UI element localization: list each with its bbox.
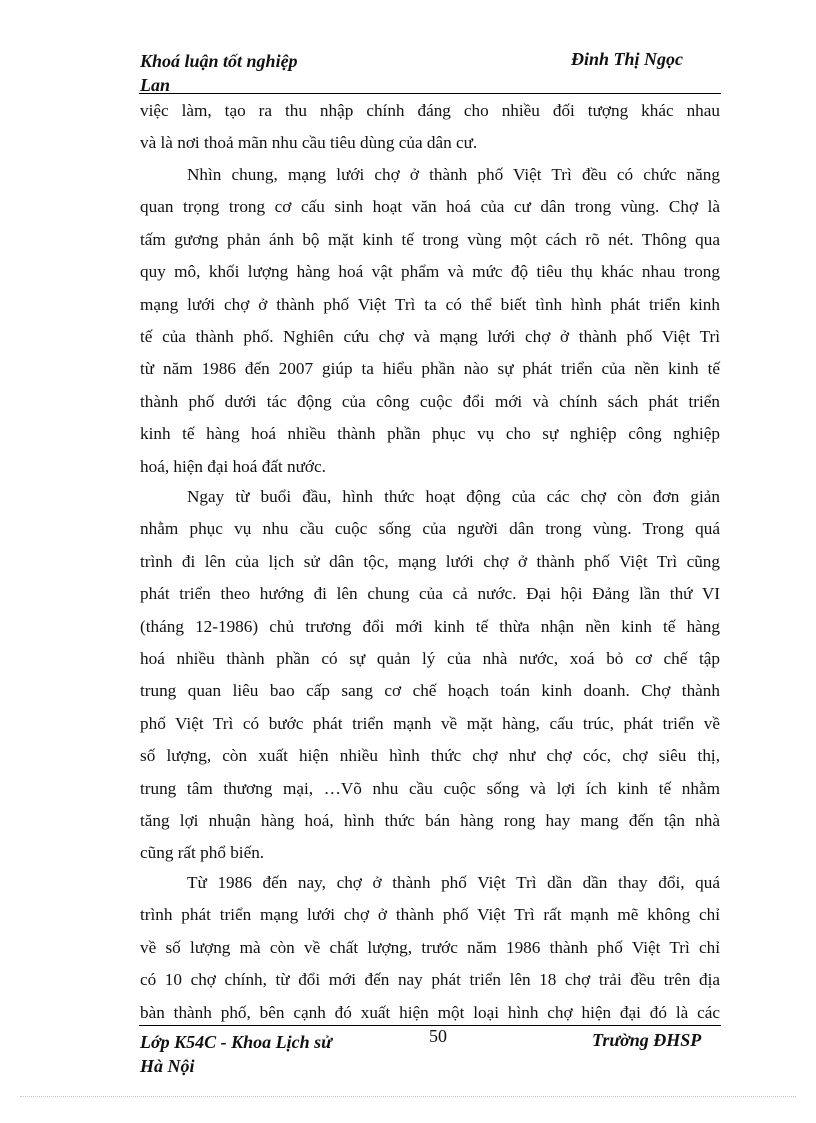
text-line: thành phố dưới tác động của công cuộc đổi mới và chính sách phát triển bbox=[140, 391, 720, 411]
text-line: và là nơi thoả mãn nhu cầu tiêu dùng của dân cư. bbox=[140, 133, 478, 153]
text-line: bàn thành phố, bên cạnh đó xuất hiện một loại hình chợ hiện đại đó là các bbox=[140, 1002, 720, 1022]
header-left-line2: Lan bbox=[140, 75, 171, 95]
text-line: hoá, hiện đại hoá đất nước. bbox=[140, 456, 326, 476]
page-number: 50 bbox=[429, 1026, 447, 1046]
text-line: nhằm phục vụ nhu cầu cuộc sống của người dân trong vùng. Trong quá bbox=[140, 519, 720, 539]
text-line: phố Việt Trì có bước phát triển mạnh về mặt hàng, cấu trúc, phát triển về bbox=[140, 713, 720, 733]
page-bottom-border bbox=[20, 1096, 796, 1097]
text-line: từ năm 1986 đến 2007 giúp ta hiểu phần nào sự phát triển của nền kinh tế bbox=[140, 359, 720, 379]
text-line: việc làm, tạo ra thu nhập chính đáng cho nhiều đối tượng khác nhau bbox=[140, 101, 720, 120]
text-line: tế của thành phố. Nghiên cứu chợ và mạng lưới chợ ở thành phố Việt Trì bbox=[140, 327, 720, 347]
footer-right: Trường ĐHSP bbox=[592, 1030, 702, 1050]
text-line: về số lượng mà còn về chất lượng, trước năm 1986 thành phố Việt Trì chỉ bbox=[140, 937, 720, 957]
text-line: trình phát triển mạng lưới chợ ở thành phố Việt Trì rất mạnh mẽ không chỉ bbox=[140, 905, 720, 925]
header-left-line1: Khoá luận tốt nghiệp bbox=[140, 51, 298, 71]
text-line: (tháng 12-1986) chủ trương đổi mới kinh tế thừa nhận nền kinh tế hàng bbox=[140, 616, 720, 636]
text-line: hoá nhiều thành phần có sự quản lý của nhà nước, xoá bỏ cơ chế tập bbox=[140, 649, 720, 669]
text-line: mạng lưới chợ ở thành phố Việt Trì ta có thể biết tình hình phát triển kinh bbox=[140, 294, 720, 314]
paragraph-3 bbox=[140, 481, 720, 870]
footer-left-line1: Lớp K54C - Khoa Lịch sử bbox=[140, 1032, 332, 1052]
paragraph-4 bbox=[140, 867, 720, 1029]
paragraph-1 bbox=[140, 95, 720, 160]
text-line: Ngay từ buổi đầu, hình thức hoạt động của các chợ còn đơn giản bbox=[187, 487, 720, 506]
text-line: trung tâm thương mại, …Võ nhu cầu cuộc sống và lợi ích kinh tế nhằm bbox=[140, 778, 720, 798]
text-line: tấm gương phản ánh bộ mặt kinh tế trong vùng một cách rõ nét. Thông qua bbox=[140, 229, 720, 249]
text-line: Từ 1986 đến nay, chợ ở thành phố Việt Trì dần dần thay đổi, quá bbox=[187, 873, 720, 892]
text-line: tăng lợi nhuận hàng hoá, hình thức bán hàng rong hay mang đến tận nhà bbox=[140, 811, 720, 831]
text-line: quan trọng trong cơ cấu sinh hoạt văn hoá của cư dân trong vùng. Chợ là bbox=[140, 197, 720, 217]
text-line: số lượng, còn xuất hiện nhiều hình thức chợ như chợ cóc, chợ siêu thị, bbox=[140, 746, 720, 766]
text-line: quy mô, khối lượng hàng hoá vật phẩm và mức độ tiêu thụ khác nhau trong bbox=[140, 262, 720, 282]
text-line: kinh tế hàng hoá nhiều thành phần phục vụ cho sự nghiệp công nghiệp bbox=[140, 424, 720, 444]
text-line: cũng rất phổ biến. bbox=[140, 843, 265, 863]
text-line: phát triển theo hướng đi lên chung của cả nước. Đại hội Đảng lần thứ VI bbox=[140, 584, 720, 604]
text-line: Nhìn chung, mạng lưới chợ ở thành phố Việt Trì đều có chức năng bbox=[187, 165, 720, 184]
header-right: Đinh Thị Ngọc bbox=[571, 49, 684, 69]
paragraph-2 bbox=[140, 159, 720, 483]
footer-left bbox=[140, 1030, 332, 1078]
header-divider bbox=[139, 93, 721, 94]
text-line: có 10 chợ chính, từ đổi mới đến nay phát triển lên 18 chợ trải đều trên địa bbox=[140, 970, 720, 990]
header-left bbox=[140, 49, 298, 97]
footer-left-line2: Hà Nội bbox=[140, 1056, 195, 1076]
text-line: trung quan liêu bao cấp sang cơ chế hoạch toán kinh doanh. Chợ thành bbox=[140, 681, 720, 701]
text-line: trình đi lên của lịch sử dân tộc, mạng lưới chợ ở thành phố Việt Trì cũng bbox=[140, 551, 720, 571]
